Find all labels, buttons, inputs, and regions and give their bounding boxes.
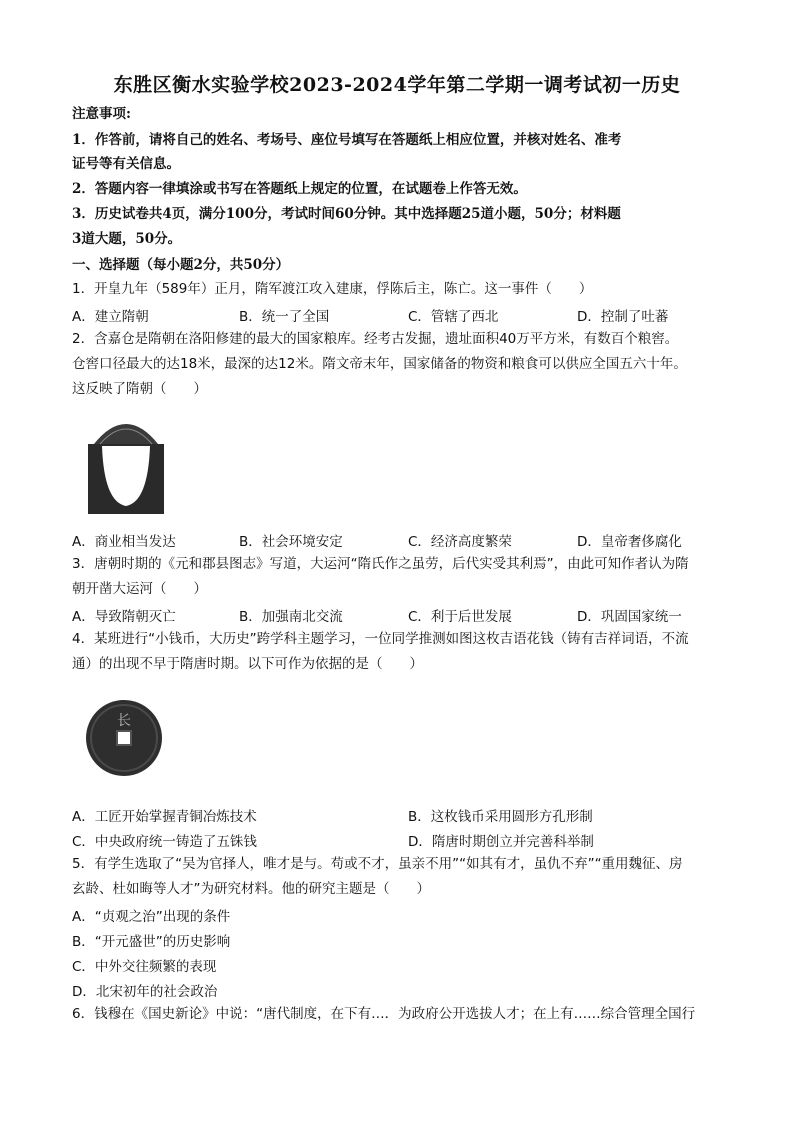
q5-option-a: A．“贞观之治”出现的条件 bbox=[72, 909, 231, 925]
coin-inscription: 长 bbox=[117, 713, 131, 729]
question-2-stem: 仓窖口径最大的达18米，最深的达12米。隋文帝末年，国家储备的物资和粮食可以供应全国五六十年。 bbox=[72, 356, 687, 372]
notice-heading: 注意事项: bbox=[72, 106, 131, 122]
coin-image bbox=[84, 698, 164, 778]
q1-option-d: D．控制了吐蕃 bbox=[577, 309, 669, 325]
question-5-stem: 5．有学生选取了“吴为官择人，唯才是与。苟或不才，虽亲不用”“如其有才，虽仇不弃”“重用魏征、房 bbox=[72, 856, 683, 872]
q5-option-c: C．中外交往频繁的表现 bbox=[72, 959, 217, 975]
q2-option-d: D．皇帝奢侈腐化 bbox=[577, 534, 682, 550]
page-title: 东胜区衡水实验学校2023-2024学年第二学期一调考试初一历史 bbox=[113, 74, 681, 96]
question-3-stem: 朝开凿大运河（ ） bbox=[72, 581, 207, 597]
q5-option-b: B．“开元盛世”的历史影响 bbox=[72, 934, 231, 950]
q4-option-a: A．工匠开始掌握青铜冶炼技术 bbox=[72, 809, 257, 825]
q3-option-d: D．巩固国家统一 bbox=[577, 609, 682, 625]
notice-item: 3．历史试卷共4页，满分100分，考试时间60分钟。其中选择题25道小题，50分；材料题 bbox=[72, 206, 621, 222]
question-5-stem: 玄龄、杜如晦等人才”为研究材料。他的研究主题是（ ） bbox=[72, 881, 430, 897]
q4-option-c: C．中央政府统一铸造了五铢钱 bbox=[72, 834, 257, 850]
q1-option-b: B．统一了全国 bbox=[239, 309, 330, 325]
question-2-stem: 这反映了隋朝（ ） bbox=[72, 381, 207, 397]
q3-option-a: A．导致隋朝灭亡 bbox=[72, 609, 176, 625]
question-3-stem: 3．唐朝时期的《元和郡县图志》写道，大运河“隋氏作之虽劳，后代实受其利焉”，由此可知作者认为隋 bbox=[72, 556, 689, 572]
question-1-stem: 1．开皇九年（589年）正月，隋军渡江攻入建康，俘陈后主，陈亡。这一事件（ ） bbox=[72, 281, 593, 297]
q4-option-d: D．隋唐时期创立并完善科举制 bbox=[408, 834, 594, 850]
section-heading: 一、选择题（每小题2分，共50分） bbox=[72, 257, 290, 273]
q3-option-c: C．利于后世发展 bbox=[408, 609, 512, 625]
q5-option-d: D．北宋初年的社会政治 bbox=[72, 984, 218, 1000]
question-4-stem: 通）的出现不早于隋唐时期。以下可作为依据的是（ ） bbox=[72, 656, 423, 672]
question-4-stem: 4．某班进行“小钱币，大历史”跨学科主题学习，一位同学推测如图这枚吉语花钱（铸有吉祥词语，不流 bbox=[72, 631, 689, 647]
q1-option-c: C．管辖了西北 bbox=[408, 309, 499, 325]
q2-option-b: B．社会环境安定 bbox=[239, 534, 343, 550]
q3-option-b: B．加强南北交流 bbox=[239, 609, 343, 625]
notice-item: 证号等有关信息。 bbox=[72, 156, 180, 172]
notice-item: 3道大题，50分。 bbox=[72, 231, 182, 247]
q1-option-a: A．建立隋朝 bbox=[72, 309, 149, 325]
q2-option-c: C．经济高度繁荣 bbox=[408, 534, 512, 550]
q2-option-a: A．商业相当发达 bbox=[72, 534, 176, 550]
notice-item: 1．作答前，请将自己的姓名、考场号、座位号填写在答题纸上相应位置，并核对姓名、准考 bbox=[72, 132, 622, 148]
question-2-stem: 2．含嘉仓是隋朝在洛阳修建的最大的国家粮库。经考古发掘，遗址面积40万平方米，有数百个粮窖。 bbox=[72, 331, 679, 347]
granary-pit-image bbox=[88, 410, 164, 514]
question-6-stem: 6．钱穆在《国史新论》中说：“唐代制度，在下有…．为政府公开选拔人才；在上有……综合管理全国行 bbox=[72, 1006, 696, 1022]
notice-item: 2．答题内容一律填涂或书写在答题纸上规定的位置，在试题卷上作答无效。 bbox=[72, 181, 527, 197]
q4-option-b: B．这枚钱币采用圆形方孔形制 bbox=[408, 809, 593, 825]
